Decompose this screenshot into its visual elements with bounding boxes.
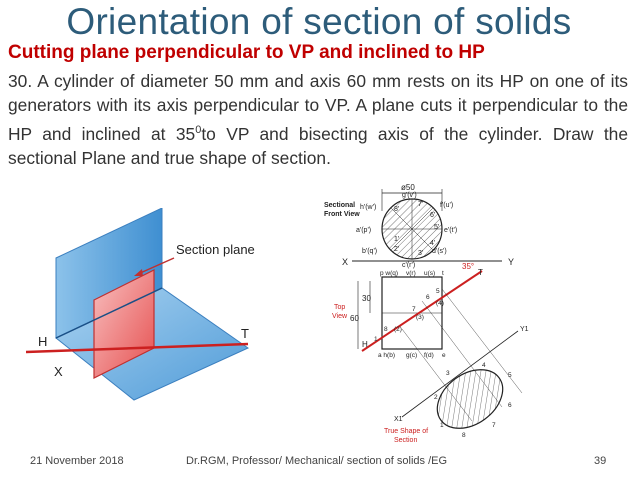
fv-label-a: a'(p') <box>356 227 372 234</box>
top-view-label-2: View <box>332 313 348 320</box>
tv-cut-7: 7 <box>412 306 416 313</box>
h-label: H <box>38 334 48 349</box>
fv-cut-4: 4' <box>430 240 436 247</box>
footer-page-number: 39 <box>594 455 607 467</box>
tv-bot-g: g(c) <box>406 352 418 359</box>
sectional-fv-label-1: Sectional <box>324 202 356 209</box>
y1-label: Y1 <box>520 326 529 333</box>
ht-t-label: T <box>478 268 483 277</box>
ts-label-6: 6 <box>508 402 512 409</box>
fv-label-d: d'(s') <box>432 248 447 255</box>
tv-paren-3: (3) <box>416 314 424 321</box>
x1-label: X1 <box>394 416 403 423</box>
tv-bot-f: f(d) <box>424 352 434 359</box>
ts-label-1: 1 <box>440 422 444 429</box>
tv-paren-4: (4) <box>436 300 444 307</box>
tv-top-p: p w(q) <box>380 270 399 277</box>
problem-statement <box>8 69 628 170</box>
tv-cut-1: 1 <box>374 336 378 343</box>
true-shape-label-2: Section <box>394 437 418 444</box>
angle-35-label: 35° <box>462 262 475 271</box>
fv-label-c: c'(r') <box>402 262 416 269</box>
ts-label-7: 7 <box>492 422 496 429</box>
ts-label-3: 3 <box>446 370 450 377</box>
fv-cut-1: 1' <box>394 236 400 243</box>
x-label: X <box>342 257 349 267</box>
fv-cut-6: 6' <box>430 212 436 219</box>
fv-label-b: b'(q') <box>362 248 378 255</box>
true-shape-label-1: True Shape of <box>384 428 429 435</box>
ht-section-line <box>362 271 482 351</box>
fv-cut-8: 8' <box>394 206 400 213</box>
ht-h-label: H <box>362 340 368 349</box>
t-label: T <box>241 326 249 341</box>
footer-author: Dr.RGM, Professor/ Mechanical/ section of solids /EG <box>186 455 448 467</box>
ts-label-8: 8 <box>462 432 466 439</box>
tv-cut-5: 5 <box>436 288 440 295</box>
x-label: X <box>54 364 63 379</box>
slide-title: Orientation of section of solids <box>66 1 572 42</box>
orthographic-drawing <box>322 181 632 451</box>
tv-top-t: t <box>442 270 444 277</box>
tv-top-u: u(s) <box>424 270 436 277</box>
tv-cut-8: 8 <box>384 326 388 333</box>
problem-text-suffix: to VP and bisecting axis of the cylinder. Draw the sectional Plane and true shape of section. <box>8 123 628 168</box>
fv-cut-5: 5' <box>434 224 440 231</box>
fv-cut-2: 2' <box>394 246 400 253</box>
dim-30-label: 30 <box>362 294 371 303</box>
problem-text-prefix: 30. A cylinder of diameter 50 mm and axis 60 mm rests on its HP on one of its generators with its axis perpendicular to VP. A plane cuts it perpendicular to the HP and inclined at 35 <box>8 71 628 144</box>
dim-50-label: ø50 <box>401 183 415 192</box>
fv-cut-7: 7' <box>418 201 424 208</box>
fv-label-f: f'(u') <box>440 202 454 209</box>
tv-paren-2: (2) <box>394 326 402 333</box>
slide-subtitle: Cutting plane perpendicular to VP and inclined to HP <box>8 42 485 63</box>
tv-top-v: v(r) <box>406 270 416 277</box>
fv-cut-3: 3' <box>418 250 424 257</box>
footer-date: 21 November 2018 <box>30 455 124 467</box>
section-plane-pictorial <box>26 208 276 408</box>
top-view-label-1: Top <box>334 304 346 311</box>
section-plane-label: Section plane <box>176 242 255 257</box>
fv-label-e: e'(t') <box>444 227 458 234</box>
sectional-fv-label-2: Front View <box>324 211 360 218</box>
ts-label-4: 4 <box>482 362 486 369</box>
y-label: Y <box>508 257 515 267</box>
tv-bot-a: a h(b) <box>378 352 395 359</box>
degree-superscript: 0 <box>195 123 202 136</box>
tv-bot-e: e <box>442 352 446 359</box>
ts-label-2: 2 <box>434 394 438 401</box>
dim-60-label: 60 <box>350 314 359 323</box>
ts-label-5: 5 <box>508 372 512 379</box>
fv-label-g: g'(v') <box>402 192 417 199</box>
fv-label-h: h'(w') <box>360 204 377 211</box>
tv-cut-6: 6 <box>426 294 430 301</box>
